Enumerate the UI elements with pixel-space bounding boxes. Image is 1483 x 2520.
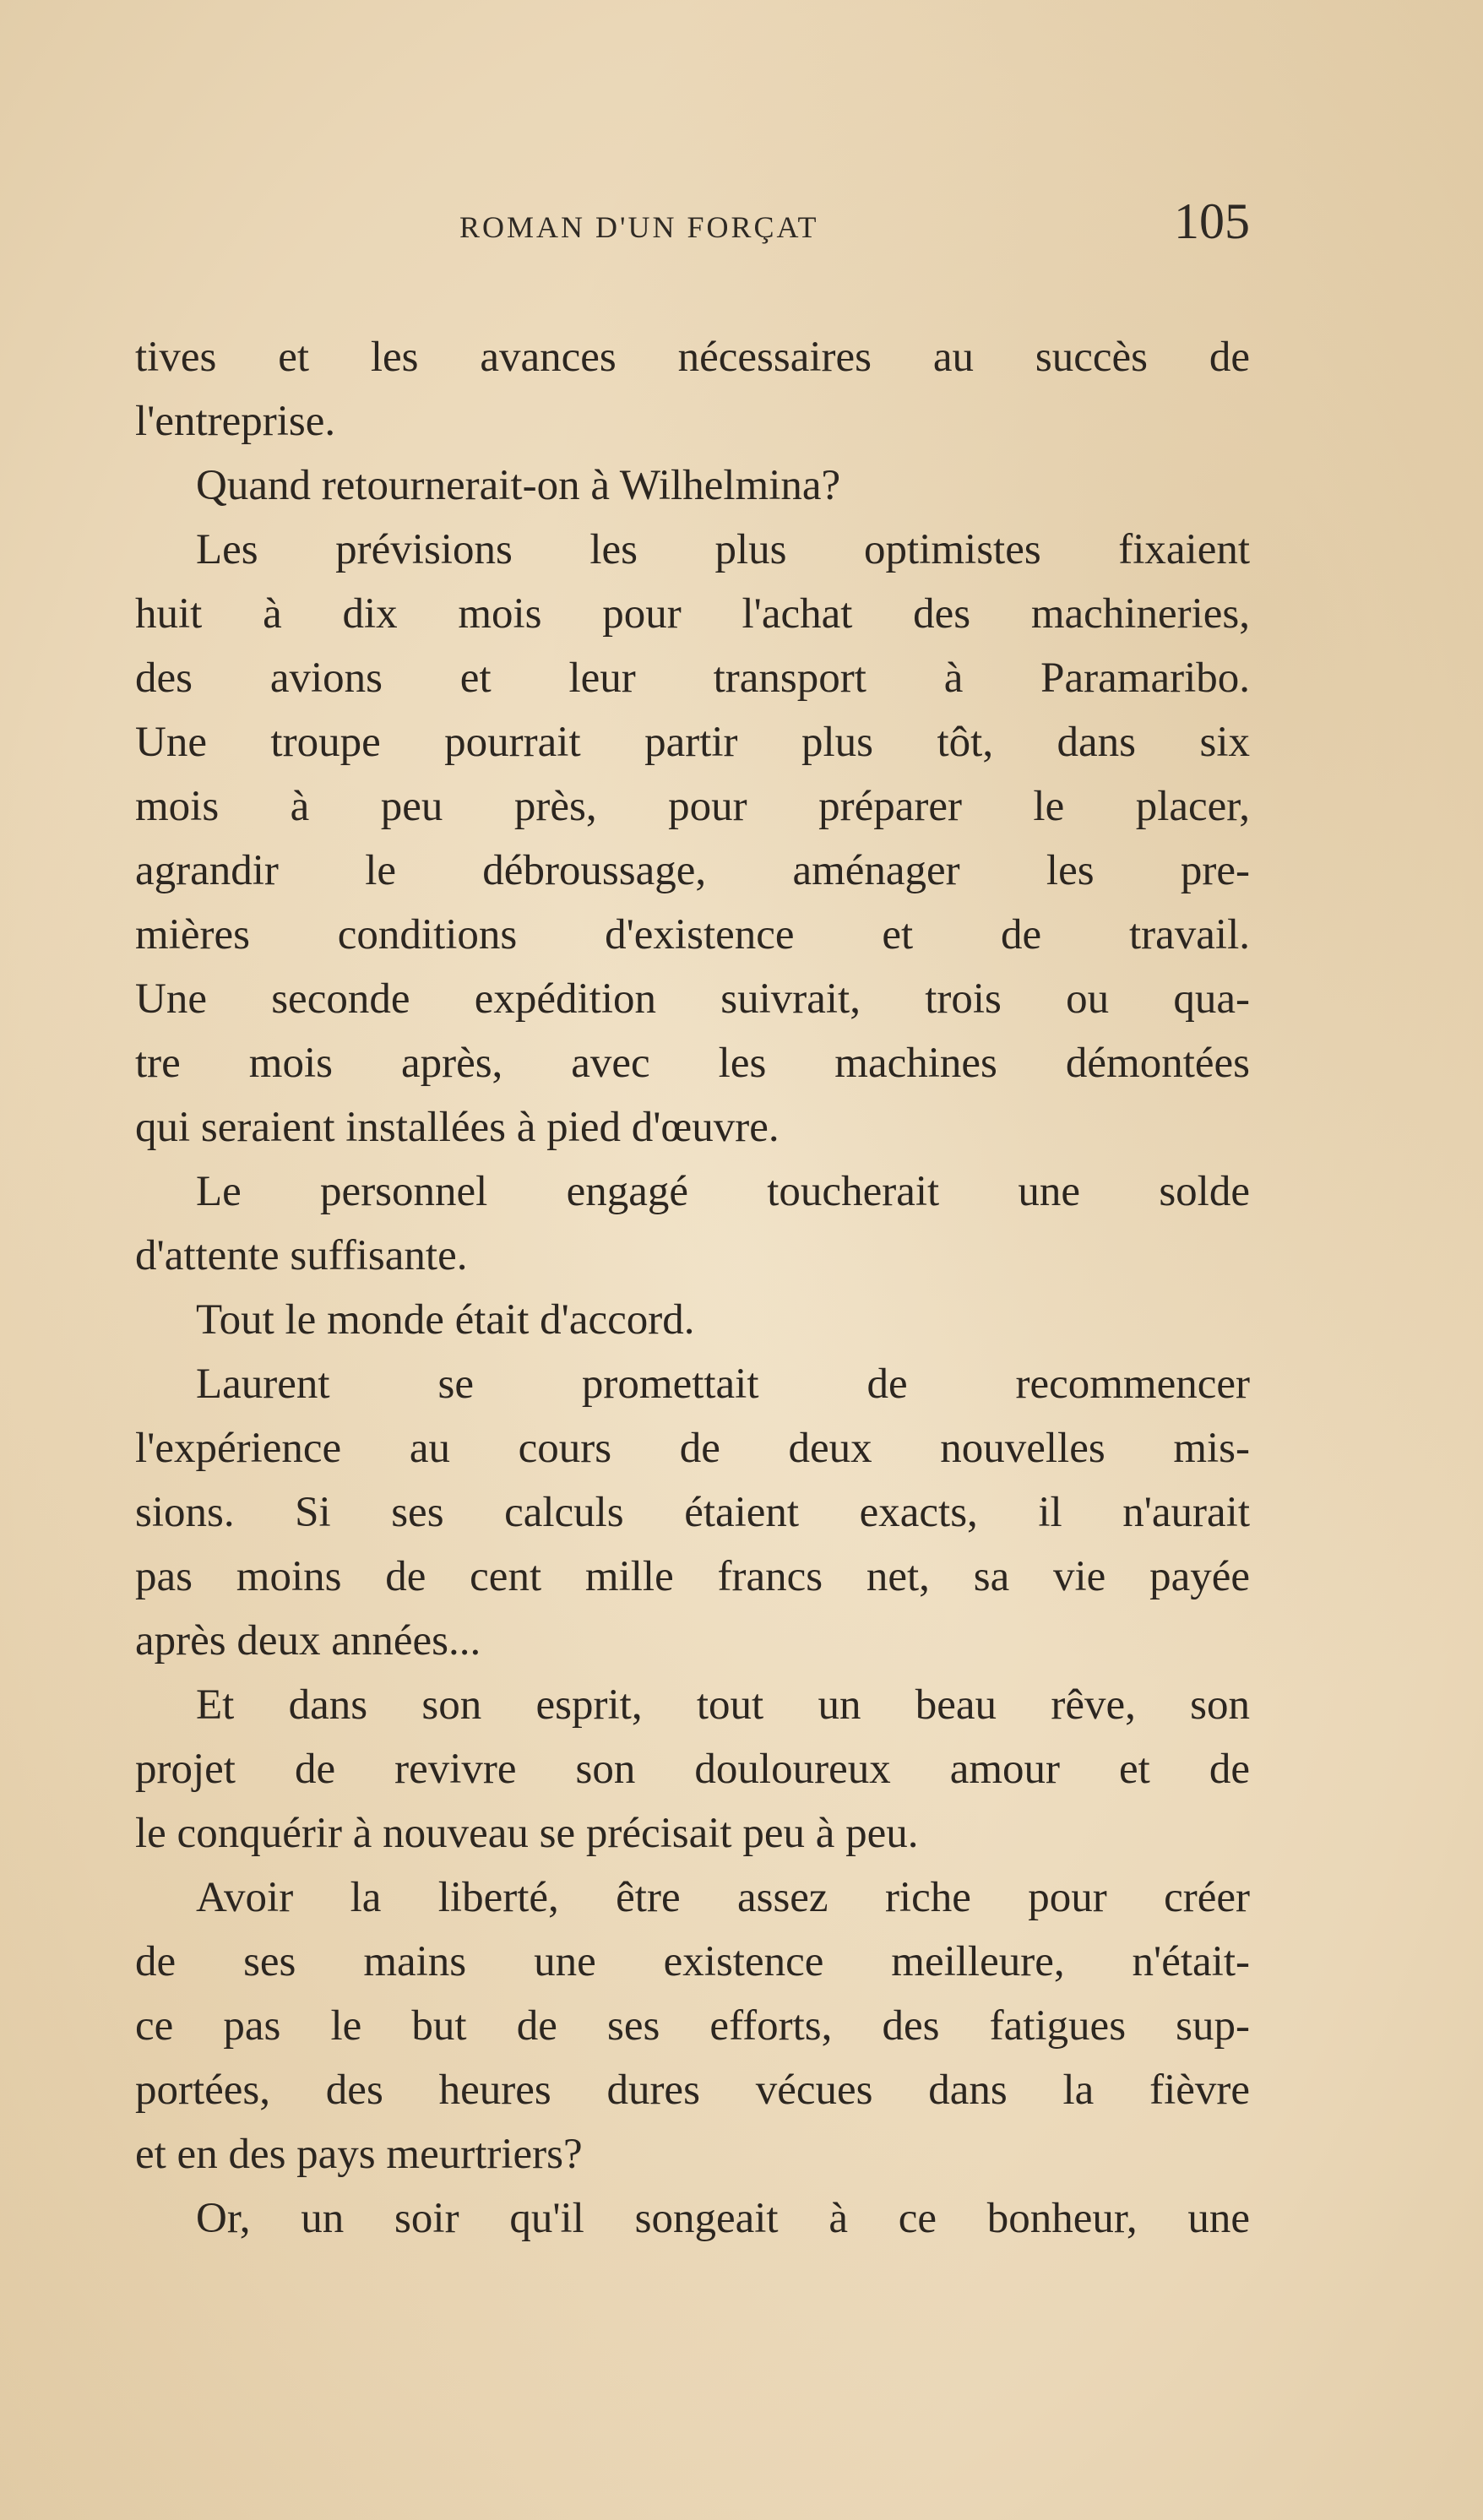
running-title: ROMAN D'UN FORÇAT — [459, 210, 819, 244]
text-line: huit à dix mois pour l'achat des machineries, — [135, 590, 1250, 638]
text-line: d'attente suffisante. — [135, 1232, 468, 1279]
text-line: Une troupe pourrait partir plus tôt, dans six — [135, 719, 1250, 766]
text-line: après deux années... — [135, 1617, 481, 1665]
text-line: Les prévisions les plus optimistes fixaient — [196, 526, 1250, 573]
text-line: Tout le monde était d'accord. — [196, 1296, 695, 1344]
page-number: 105 — [1174, 193, 1250, 249]
text-line: agrandir le débroussage, aménager les pre- — [135, 847, 1250, 894]
text-line: des avions et leur transport à Paramaribo. — [135, 654, 1250, 702]
text-line: mières conditions d'existence et de travail. — [135, 911, 1250, 959]
text-line: portées, des heures dures vécues dans la fièvre — [135, 2067, 1250, 2114]
text-line: Or, un soir qu'il songeait à ce bonheur, une — [196, 2195, 1250, 2242]
text-line: sions. Si ses calculs étaient exacts, il n'aurait — [135, 1489, 1250, 1536]
text-line: Avoir la liberté, être assez riche pour créer — [196, 1874, 1250, 1921]
text-line: mois à peu près, pour préparer le placer, — [135, 783, 1250, 830]
text-line: ce pas le but de ses efforts, des fatigues sup- — [135, 2002, 1250, 2050]
text-line: le conquérir à nouveau se précisait peu à peu. — [135, 1810, 919, 1857]
text-line: projet de revivre son douloureux amour et de — [135, 1746, 1250, 1793]
page-header — [135, 193, 1250, 260]
text-line: tre mois après, avec les machines démontées — [135, 1040, 1250, 1087]
text-line: Le personnel engagé toucherait une solde — [196, 1168, 1250, 1215]
text-line: tives et les avances nécessaires au succès de — [135, 334, 1250, 381]
text-line: de ses mains une existence meilleure, n'était- — [135, 1938, 1250, 1985]
text-line: et en des pays meurtriers? — [135, 2131, 583, 2178]
text-line: Quand retournerait-on à Wilhelmina? — [196, 462, 841, 509]
text-line: Et dans son esprit, tout un beau rêve, son — [196, 1681, 1250, 1729]
body-text — [135, 325, 1250, 2251]
text-line: Laurent se promettait de recommencer — [196, 1360, 1250, 1408]
text-line: l'expérience au cours de deux nouvelles mis- — [135, 1425, 1250, 1472]
text-line: l'entreprise. — [135, 398, 336, 445]
text-line: Une seconde expédition suivrait, trois ou qua- — [135, 975, 1250, 1023]
text-line: pas moins de cent mille francs net, sa vie payée — [135, 1553, 1250, 1600]
text-line: qui seraient installées à pied d'œuvre. — [135, 1104, 780, 1151]
